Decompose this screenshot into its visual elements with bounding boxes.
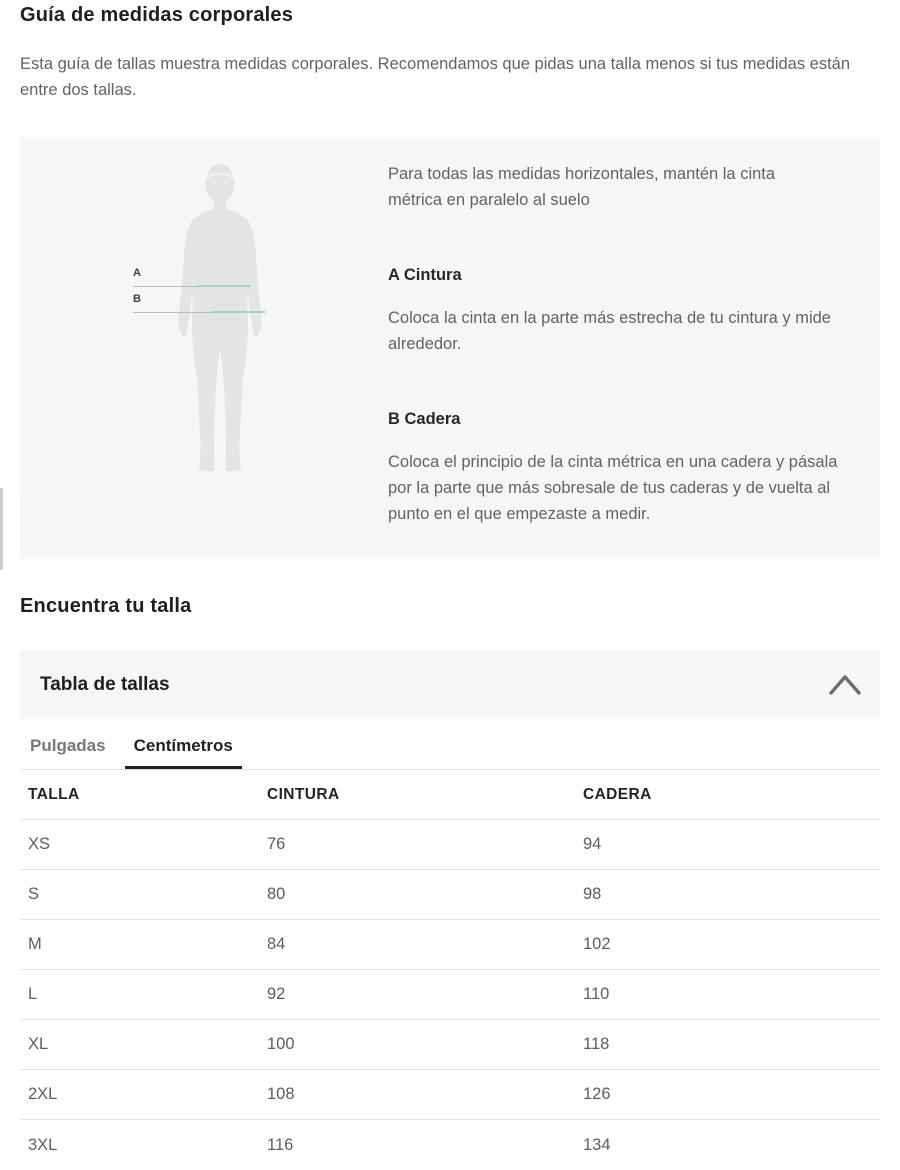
section-body-waist: Coloca la cinta en la parte más estrecha de tu cintura y mide alrededor. (388, 309, 831, 353)
col-header-talla: TALLA (28, 785, 80, 803)
measure-label-b: B (133, 293, 141, 305)
table-row: L 92 110 (20, 970, 880, 1020)
section-body-hip: Coloca el principio de la cinta métrica en una cadera y pásala por la parte que más sobresale de tus caderas y de vuelta al punto en el que empezaste a medir. (388, 453, 838, 523)
measure-label-a: A (133, 267, 141, 279)
table-header-row (20, 770, 880, 820)
page-title: Guía de medidas corporales (20, 4, 294, 26)
size-chart-accordion-header[interactable] (20, 650, 880, 719)
table-row: M 84 102 (20, 920, 880, 970)
measure-line-b-highlight (211, 311, 265, 313)
measure-line-a-highlight (198, 285, 250, 287)
table-row: 2XL 108 126 (20, 1070, 880, 1120)
section-title-waist: A Cintura (388, 266, 462, 284)
intro-text: Esta guía de tallas muestra medidas corporales. Recomendamos que pidas una talla menos si tus medidas están entre dos tallas. (20, 55, 851, 99)
measure-note: Para todas las medidas horizontales, mantén la cinta métrica en paralelo al suelo (388, 165, 776, 209)
table-row: 3XL 116 134 (28, 1135, 611, 1154)
table-row: S 80 98 (20, 870, 880, 920)
tab-centimetros[interactable]: Centímetros (125, 726, 242, 769)
section-title-hip: B Cadera (388, 410, 461, 428)
size-chart-title: Tabla de tallas (40, 673, 170, 695)
measurement-guide-panel (20, 137, 880, 559)
body-silhouette (170, 163, 270, 475)
table-row: XL 100 118 (20, 1020, 880, 1070)
col-header-cadera: CADERA (583, 785, 652, 803)
tab-pulgadas[interactable]: Pulgadas (30, 736, 106, 755)
size-table (20, 770, 880, 1170)
table-row: XS 76 94 (20, 820, 880, 870)
col-header-cintura: CINTURA (267, 785, 340, 803)
chevron-up-icon[interactable] (828, 672, 862, 698)
units-tabs (20, 726, 242, 769)
scrollbar-thumb[interactable] (0, 488, 3, 570)
find-size-heading: Encuentra tu talla (20, 595, 192, 617)
